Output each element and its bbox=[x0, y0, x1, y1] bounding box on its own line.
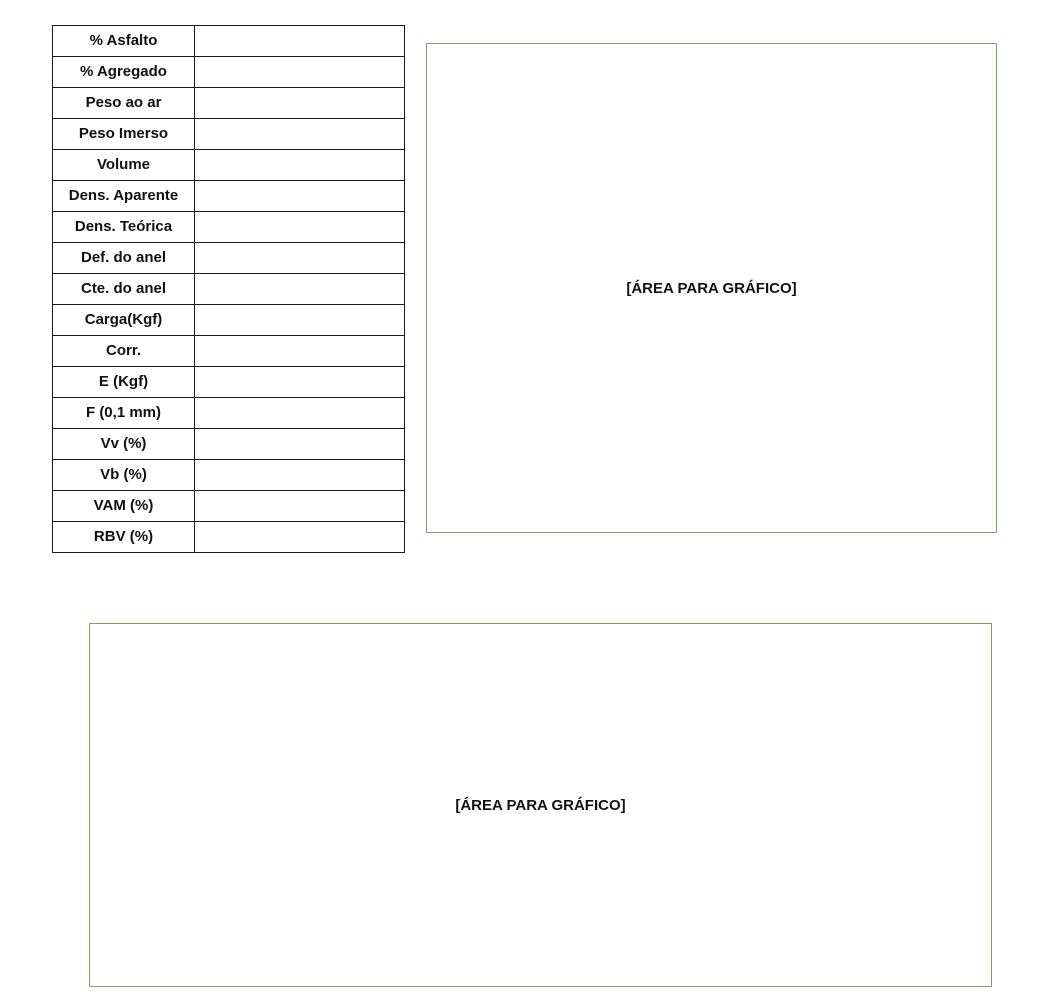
table-row bbox=[53, 26, 405, 57]
row-label-vv: Vv (%) bbox=[53, 429, 195, 460]
row-label-e-kgf: E (Kgf) bbox=[53, 367, 195, 398]
row-value-dens-aparente[interactable] bbox=[195, 181, 405, 212]
row-label-dens-teorica: Dens. Teórica bbox=[53, 212, 195, 243]
row-value-asfalto[interactable] bbox=[195, 26, 405, 57]
chart-placeholder-bottom bbox=[89, 623, 992, 987]
row-label-peso-ao-ar: Peso ao ar bbox=[53, 88, 195, 119]
row-value-agregado[interactable] bbox=[195, 57, 405, 88]
table-row bbox=[53, 274, 405, 305]
row-value-carga[interactable] bbox=[195, 305, 405, 336]
row-label-rbv: RBV (%) bbox=[53, 522, 195, 553]
chart-placeholder-top-label: [ÁREA PARA GRÁFICO] bbox=[626, 279, 797, 297]
row-label-vam: VAM (%) bbox=[53, 491, 195, 522]
table-row bbox=[53, 367, 405, 398]
row-value-f-mm[interactable] bbox=[195, 398, 405, 429]
marshall-data-table bbox=[52, 25, 405, 553]
row-value-vv[interactable] bbox=[195, 429, 405, 460]
row-value-corr[interactable] bbox=[195, 336, 405, 367]
table-row bbox=[53, 57, 405, 88]
table-row bbox=[53, 119, 405, 150]
table-row bbox=[53, 429, 405, 460]
row-label-def-do-anel: Def. do anel bbox=[53, 243, 195, 274]
row-label-vb: Vb (%) bbox=[53, 460, 195, 491]
table-row bbox=[53, 181, 405, 212]
row-value-dens-teorica[interactable] bbox=[195, 212, 405, 243]
table-row bbox=[53, 491, 405, 522]
table-row bbox=[53, 305, 405, 336]
chart-placeholder-top bbox=[426, 43, 997, 533]
row-label-dens-aparente: Dens. Aparente bbox=[53, 181, 195, 212]
row-value-cte-do-anel[interactable] bbox=[195, 274, 405, 305]
row-label-peso-imerso: Peso Imerso bbox=[53, 119, 195, 150]
row-value-peso-ao-ar[interactable] bbox=[195, 88, 405, 119]
row-value-e-kgf[interactable] bbox=[195, 367, 405, 398]
table-row bbox=[53, 88, 405, 119]
table-row bbox=[53, 522, 405, 553]
row-value-rbv[interactable] bbox=[195, 522, 405, 553]
table-row bbox=[53, 243, 405, 274]
row-label-agregado: % Agregado bbox=[53, 57, 195, 88]
row-value-vb[interactable] bbox=[195, 460, 405, 491]
table-row bbox=[53, 398, 405, 429]
table-row bbox=[53, 212, 405, 243]
row-label-asfalto: % Asfalto bbox=[53, 26, 195, 57]
table-row bbox=[53, 460, 405, 491]
table-row bbox=[53, 150, 405, 181]
row-value-volume[interactable] bbox=[195, 150, 405, 181]
row-value-vam[interactable] bbox=[195, 491, 405, 522]
row-label-carga: Carga(Kgf) bbox=[53, 305, 195, 336]
row-label-f-mm: F (0,1 mm) bbox=[53, 398, 195, 429]
row-value-def-do-anel[interactable] bbox=[195, 243, 405, 274]
table-row bbox=[53, 336, 405, 367]
row-label-volume: Volume bbox=[53, 150, 195, 181]
chart-placeholder-bottom-label: [ÁREA PARA GRÁFICO] bbox=[455, 796, 626, 814]
row-value-peso-imerso[interactable] bbox=[195, 119, 405, 150]
row-label-cte-do-anel: Cte. do anel bbox=[53, 274, 195, 305]
row-label-corr: Corr. bbox=[53, 336, 195, 367]
